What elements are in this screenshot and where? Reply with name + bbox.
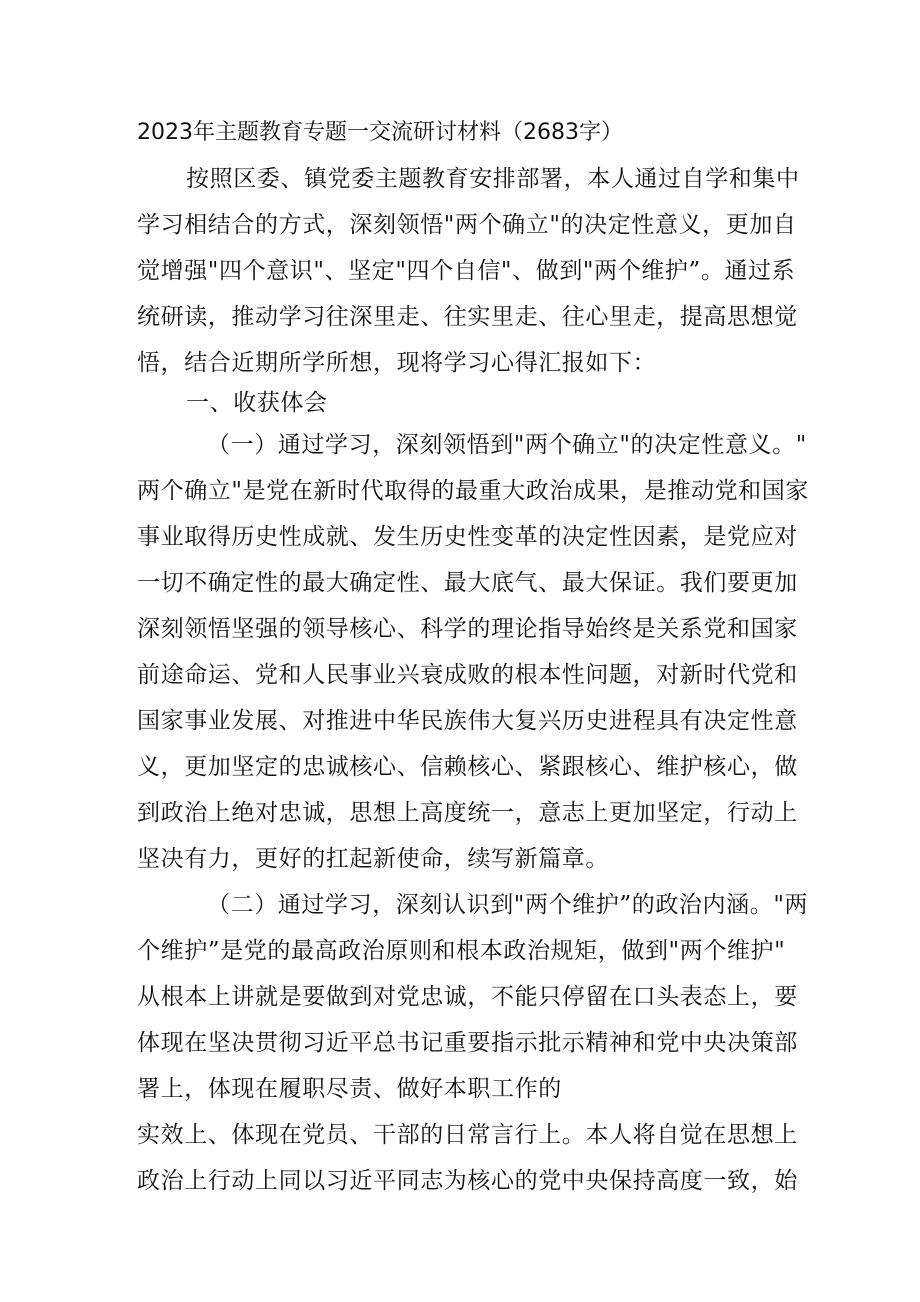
document-title: 2023年主题教育专题一交流研讨材料（2683字） (137, 120, 623, 145)
paragraph-line: 事业取得历史性成就、发生历史性变革的决定性因素，是党应对 (137, 524, 798, 550)
section-heading: 一、收获体会 (186, 390, 328, 416)
paragraph-line: 体现在坚决贯彻习近平总书记重要指示批示精神和党中央决策部 (137, 1030, 798, 1056)
paragraph-line: 深刻领悟坚强的领导核心、科学的理论指导始终是关系党和国家 (137, 616, 798, 642)
paragraph-line: 坚决有力，更好的扛起新使命，续写新篇章。 (137, 846, 609, 872)
paragraph-line: 政治上行动上同以习近平同志为核心的党中央保持高度一致，始 (137, 1168, 798, 1194)
paragraph-line: 从根本上讲就是要做到对党忠诚，不能只停留在口头表态上，要 (137, 984, 798, 1010)
intro-line: 觉增强"四个意识"、坚定"四个自信"、做到"两个维护”。通过系 (137, 258, 796, 284)
paragraph-line: 署上，体现在履职尽责、做好本职工作的 (137, 1076, 562, 1102)
intro-line: 学习相结合的方式，深刻领悟"两个确立"的决定性意义，更加自 (137, 212, 797, 238)
intro-line: 悟，结合近期所学所想，现将学习心得汇报如下： (137, 350, 657, 376)
paragraph-line: 一切不确定性的最大确定性、最大底气、最大保证。我们要更加 (137, 570, 798, 596)
intro-line: 统研读，推动学习往深里走、往实里走、往心里走，提高思想觉 (137, 304, 798, 330)
paragraph-line: 义，更加坚定的忠诚核心、信赖核心、紧跟核心、维护核心，做 (137, 754, 798, 780)
paragraph-line: 实效上、体现在党员、干部的日常言行上。本人将自觉在思想上 (137, 1122, 798, 1148)
paragraph-line: 两个确立"是党在新时代取得的最重大政治成果，是推动党和国家 (137, 478, 809, 504)
paragraph-line: 国家事业发展、对推进中华民族伟大复兴历史进程具有决定性意 (137, 708, 798, 734)
paragraph-line: 个维护”是党的最高政治原则和根本政治规矩，做到"两个维护" (137, 938, 786, 964)
paragraph-line: 到政治上绝对忠诚，思想上高度统一，意志上更加坚定，行动上 (137, 800, 798, 826)
intro-line: 按照区委、镇党委主题教育安排部署，本人通过自学和集中 (186, 166, 800, 192)
paragraph-line: 前途命运、党和人民事业兴衰成败的根本性问题，对新时代党和 (137, 662, 798, 688)
paragraph-line: （二）通过学习，深刻认识到"两个维护”的政治内涵。"两 (207, 892, 809, 918)
paragraph-line: （一）通过学习，深刻领悟到"两个确立"的决定性意义。" (207, 432, 807, 458)
